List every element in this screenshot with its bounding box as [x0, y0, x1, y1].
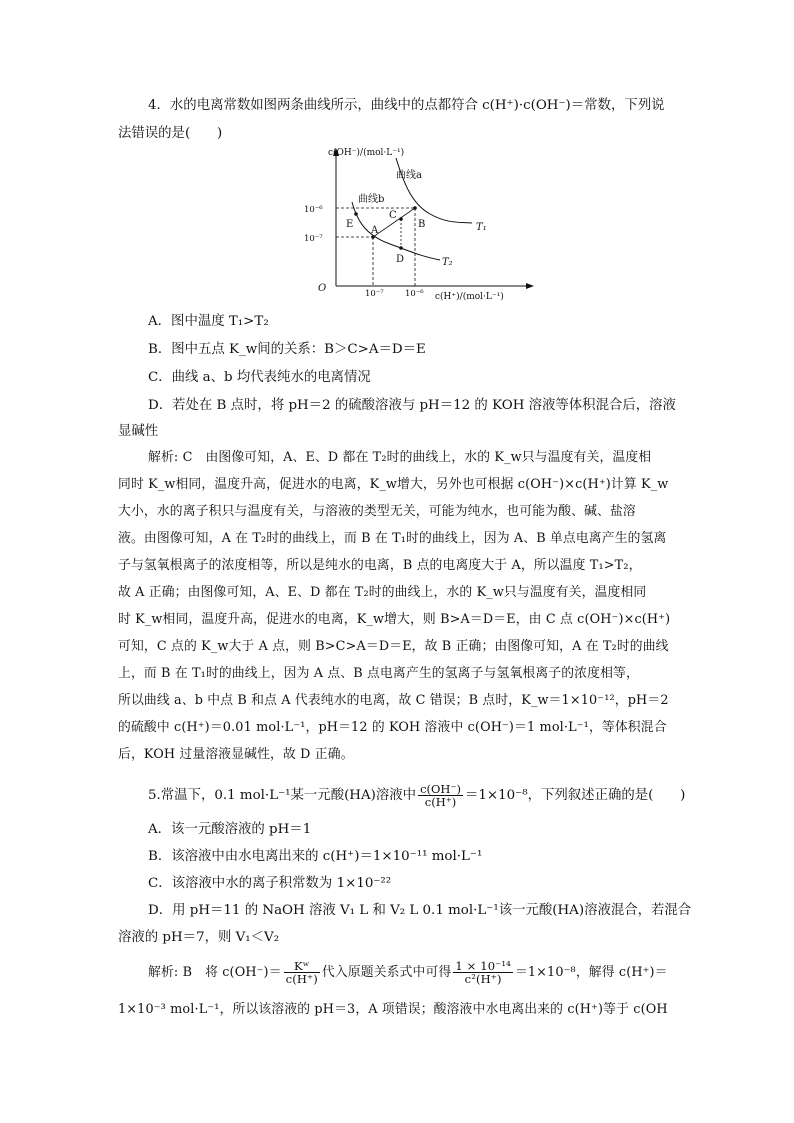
q5-stem-fraction — [418, 783, 463, 808]
q4-analysis-line: 故 A 正确；由图像可知，A、E、D 都在 T₂时的曲线上，水的 K_w只与温度有关，温度相同 — [118, 585, 647, 600]
x-axis-label: c(H⁺)/(mol·L⁻¹) — [435, 292, 504, 302]
q4-analysis-line: 上，而 B 在 T₁时的曲线上，因为 A 点、B 点电离产生的氢离子与氢氧根离子的浓度相等， — [118, 666, 639, 681]
q5-frac-den: c(H⁺) — [424, 795, 457, 809]
q5-stem — [148, 782, 685, 810]
t2-label: T₂ — [442, 257, 453, 268]
point-e-dot — [354, 212, 358, 216]
q4-analysis-line: 液。由图像可知，A 在 T₂时的曲线上，而 B 在 T₁时的曲线上，因为 A、B 单点电离产生的氢离 — [118, 531, 667, 546]
point-e-label: E — [346, 219, 354, 230]
x-tick-low: 10⁻⁷ — [365, 289, 384, 299]
q5-option-a: A．该一元酸溶液的 pH＝1 — [148, 822, 312, 837]
x-tick-high: 10⁻⁶ — [405, 289, 424, 299]
q4-analysis-line: 解析: C 由图像可知，A、E、D 都在 T₂时的曲线上，水的 K_w只与温度有关，温度相 — [148, 450, 652, 465]
point-c-label: C — [389, 210, 397, 221]
q5-option-d: D．用 pH＝11 的 NaOH 溶液 V₁ L 和 V₂ L 0.1 mol·L⁻¹该一元酸(HA)溶液混合，若混合 — [148, 903, 692, 918]
q5-analysis-p1: 解析: B 将 c(OH⁻)＝ — [148, 965, 282, 980]
q5-analysis-p3: ＝1×10⁻⁸，解得 c(H⁺)＝ — [514, 965, 668, 980]
y-tick-low: 10⁻⁷ — [304, 234, 323, 244]
q4-option-b: B．图中五点 K_w间的关系：B＞C>A＝D＝E — [148, 342, 426, 357]
point-a-label: A — [371, 225, 379, 236]
point-d-label: D — [396, 254, 405, 265]
q5-analysis-frac1 — [284, 960, 320, 985]
q5-option-d-cont: 溶液的 pH＝7，则 V₁＜V₂ — [118, 930, 280, 945]
q4-analysis-line: 可知，C 点的 K_w大于 A 点，则 B>C>A＝D＝E，故 B 正确；由图像可知，A 在 T₂时的曲线 — [118, 639, 669, 654]
y-axis-label: c(OH⁻)/(mol·L⁻¹) — [328, 148, 405, 158]
kw-curves-figure — [300, 144, 540, 306]
q4-analysis-line: 大小，水的离子积只与温度有关，与溶液的类型无关，可能为纯水，也可能为酸、碱、盐溶 — [118, 504, 636, 519]
curve-b-label: 曲线b — [358, 194, 385, 205]
q4-analysis-line: 子与氢氧根离子的浓度相等，所以是纯水的电离，B 点的电离度大于 A，所以温度 T₁>T₂， — [118, 558, 642, 573]
t1-label: T₁ — [476, 222, 487, 233]
q5-analysis-p2: 代入原题关系式中可得 — [321, 965, 452, 980]
q5-option-c: C．该溶液中水的离子积常数为 1×10⁻²² — [148, 876, 392, 891]
q5-analysis-frac1-num: Kʷ — [284, 960, 320, 973]
point-b-label: B — [418, 219, 426, 230]
q4-option-c: C．曲线 a、b 均代表纯水的电离情况 — [148, 370, 371, 385]
q5-analysis-line1 — [148, 958, 668, 988]
q4-analysis-line: 同时 K_w相同，温度升高，促进水的电离，K_w增大，另外也可根据 c(OH⁻)×c(H⁺)计算 K_w — [118, 477, 669, 492]
curve-a-label: 曲线a — [396, 170, 422, 181]
q5-analysis-frac2-den: c²(H⁺) — [464, 972, 502, 986]
q5-analysis-frac2-num: 1 × 10⁻¹⁴ — [455, 959, 511, 973]
q5-analysis-frac1-den: c(H⁺) — [285, 972, 318, 986]
q4-analysis-line: 所以曲线 a、b 中点 B 和点 A 代表纯水的电离，故 C 错误；B 点时，K_w＝1×10⁻¹²，pH＝2 — [118, 693, 669, 708]
q5-analysis-frac2 — [453, 960, 513, 985]
q4-analysis-line: 的硫酸中 c(H⁺)＝0.01 mol·L⁻¹，pH＝12 的 KOH 溶液中 c(OH⁻)＝1 mol·L⁻¹，等体积混合 — [118, 720, 667, 735]
q4-option-d: D．若处在 B 点时，将 pH＝2 的硫酸溶液与 pH＝12 的 KOH 溶液等体积混合后，溶液 — [148, 398, 676, 413]
q5-analysis-line2: 1×10⁻³ mol·L⁻¹，所以该溶液的 pH＝3，A 项错误；酸溶液中水电离出来的 c(H⁺)等于 c(OH — [118, 1002, 668, 1017]
x-axis-arrow — [526, 283, 534, 289]
origin-label: O — [318, 283, 327, 294]
q5-frac-num: c(OH⁻) — [420, 782, 462, 796]
point-d-dot — [399, 246, 403, 250]
q4-analysis-line: 后，KOH 过量溶液显碱性，故 D 正确。 — [118, 747, 354, 762]
q4-option-a: A．图中温度 T₁>T₂ — [148, 314, 269, 329]
q5-stem-after: ＝1×10⁻⁸，下列叙述正确的是( ) — [465, 788, 686, 803]
y-tick-high: 10⁻⁶ — [304, 205, 323, 215]
q5-stem-before: 5.常温下，0.1 mol·L⁻¹某一元酸(HA)溶液中 — [148, 788, 417, 803]
q4-stem-line2: 法错误的是( ) — [118, 126, 223, 141]
point-b-dot — [413, 206, 417, 210]
q5-option-b: B．该溶液中由水电离出来的 c(H⁺)＝1×10⁻¹¹ mol·L⁻¹ — [148, 849, 483, 864]
q4-option-d-cont: 显碱性 — [118, 424, 159, 439]
q4-stem-line1: 4．水的电离常数如图两条曲线所示，曲线中的点都符合 c(H⁺)·c(OH⁻)＝常数，下列说 — [148, 98, 665, 113]
q4-analysis-line: 时 K_w相同，温度升高，促进水的电离，K_w增大，则 B>A＝D＝E，由 C 点 c(OH⁻)×c(H⁺) — [118, 612, 671, 627]
point-c-dot — [399, 217, 403, 221]
